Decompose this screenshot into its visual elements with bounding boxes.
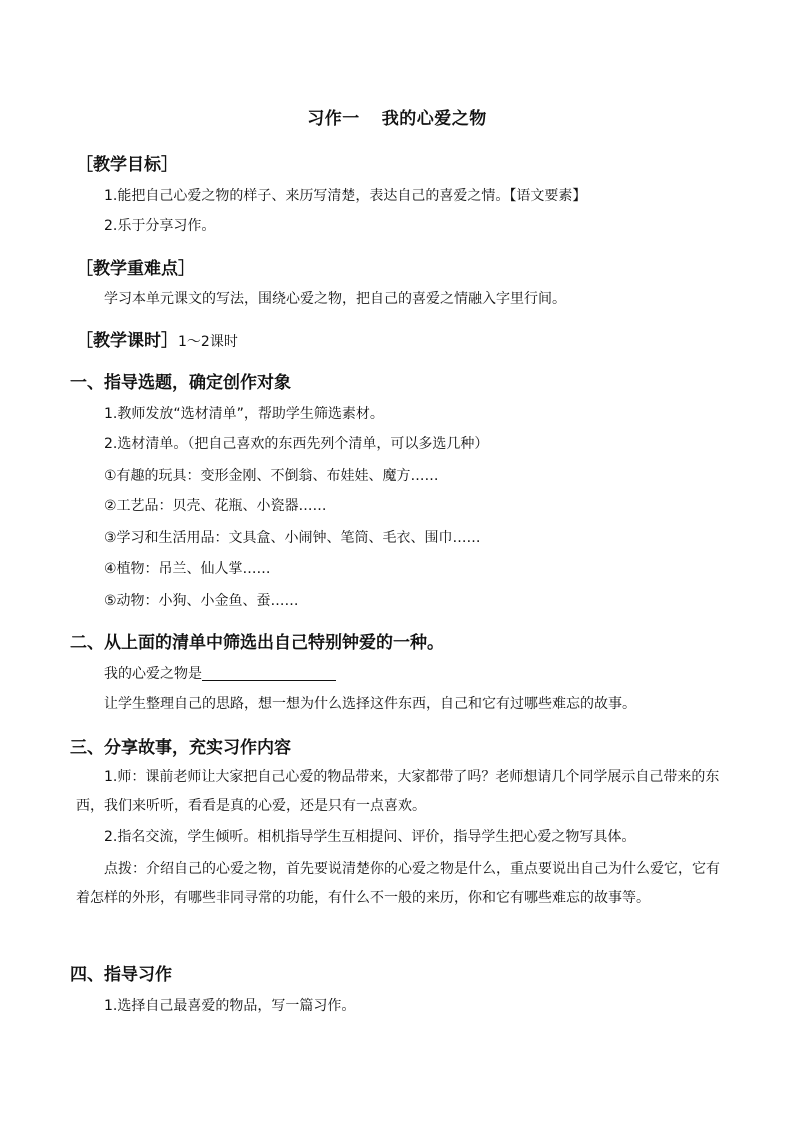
title-part-1: 习作一 bbox=[307, 109, 360, 129]
key-points-text: 学习本单元课文的写法，围绕心爱之物，把自己的喜爱之情融入字里行间。 bbox=[104, 291, 566, 307]
section-3-para-1: 1.师：课前老师让大家把自己心爱的物品带来，大家都带了吗？老师想请几个同学展示自己带来的东西，我们来听听，看看是真的心爱，还是只有一点喜欢。 bbox=[76, 769, 720, 814]
section-1-line-3: ①有趣的玩具：变形金刚、不倒翁、布娃娃、魔方…… bbox=[104, 468, 439, 484]
section-4-para-1: 1.选择自己最喜爱的物品，写一篇习作。 bbox=[104, 998, 356, 1014]
section-2-text: 让学生整理自己的思路，想一想为什么选择这件东西，自己和它有过哪些难忘的故事。 bbox=[104, 696, 636, 712]
section-1-line-2: 2.选材清单。（把自己喜欢的东西先列个清单，可以多选几种） bbox=[104, 436, 489, 452]
section-3-para-3: 点拨：介绍自己的心爱之物，首先要说清楚你的心爱之物是什么，重点要说出自己为什么爱它，它有着怎样的外形，有哪些非同寻常的功能，有什么不一般的来历，你和它有哪些难忘的故事等。 bbox=[76, 861, 720, 906]
goal-item-2: 2.乐于分享习作。 bbox=[104, 218, 216, 234]
section-1-line-1: 1.教师发放“选材清单”，帮助学生筛选素材。 bbox=[104, 406, 384, 422]
hours-label: ［教学课时］ bbox=[76, 331, 178, 351]
goal-item-1: 1.能把自己心爱之物的样子、来历写清楚，表达自己的喜爱之情。【语文要素】 bbox=[104, 188, 587, 204]
section-1-line-4: ②工艺品：贝壳、花瓶、小瓷器…… bbox=[104, 498, 327, 514]
section-4-heading: 四、指导习作 bbox=[70, 965, 172, 985]
key-points-heading: ［教学重难点］ bbox=[76, 259, 195, 279]
fill-label: 我的心爱之物是 bbox=[104, 666, 202, 682]
section-1-line-6: ④植物：吊兰、仙人掌…… bbox=[104, 561, 271, 577]
fill-blank bbox=[202, 666, 336, 681]
title-part-2: 我的心爱之物 bbox=[381, 109, 487, 129]
section-3-para-2: 2.指名交流，学生倾听。相机指导学生互相提问、评价，指导学生把心爱之物写具体。 bbox=[104, 829, 636, 845]
section-2-fill-line bbox=[104, 666, 336, 681]
document-title bbox=[0, 104, 794, 129]
section-1-heading: 一、指导选题，确定创作对象 bbox=[70, 373, 291, 393]
section-3-heading: 三、分享故事，充实习作内容 bbox=[70, 738, 291, 758]
hours-heading bbox=[76, 326, 238, 351]
section-1-line-7: ⑤动物：小狗、小金鱼、蚕…… bbox=[104, 593, 299, 609]
section-1-line-5: ③学习和生活用品：文具盒、小闹钟、笔筒、毛衣、围巾…… bbox=[104, 530, 481, 546]
goals-heading: ［教学目标］ bbox=[76, 155, 178, 175]
hours-value: 1～2课时 bbox=[178, 334, 238, 350]
section-2-heading: 二、从上面的清单中筛选出自己特别钟爱的一种。 bbox=[70, 633, 444, 653]
